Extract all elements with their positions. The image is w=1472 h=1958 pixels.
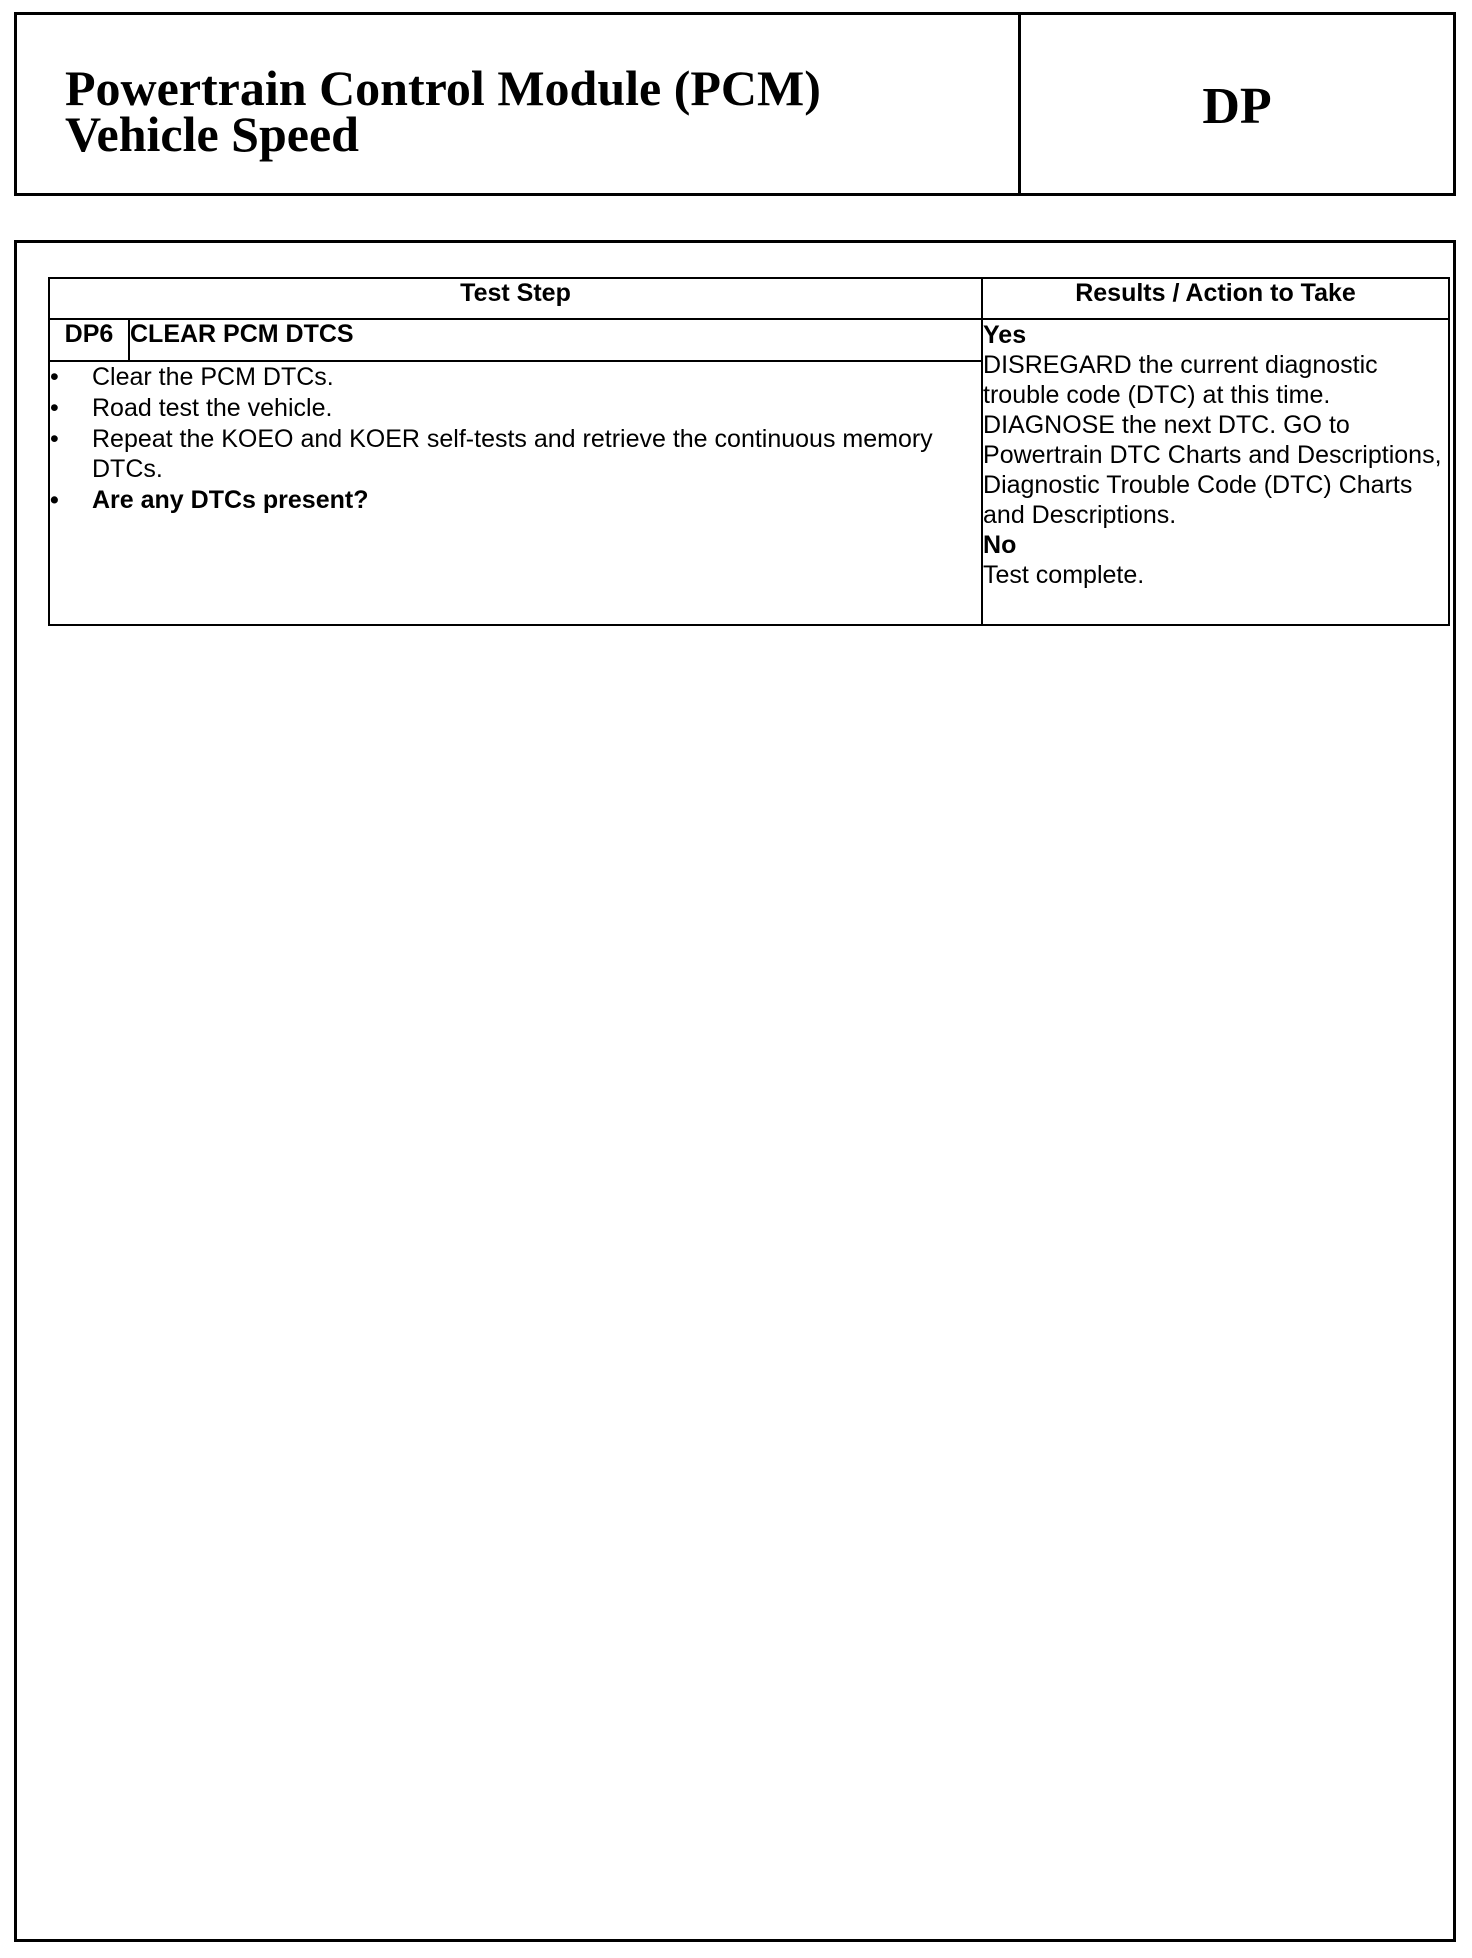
bullet-icon: •: [50, 486, 59, 514]
header-results: Results / Action to Take: [982, 278, 1449, 319]
list-item: [50, 424, 981, 484]
list-item-question: [50, 485, 981, 515]
step-title-row: [49, 319, 1449, 361]
page-title: Powertrain Control Module (PCM): [65, 60, 821, 116]
bullet-icon: •: [50, 363, 59, 391]
header-title-block: [17, 15, 1021, 193]
header-test-step: Test Step: [49, 278, 982, 319]
step-title: CLEAR PCM DTCS: [129, 319, 982, 361]
page-header: [14, 12, 1456, 196]
instruction-text: Clear the PCM DTCs.: [92, 363, 334, 391]
list-item: [50, 393, 981, 423]
results-cell: [982, 319, 1449, 625]
step-instructions: [50, 362, 981, 515]
yes-label: Yes: [983, 321, 1027, 349]
yes-action-text: DISREGARD the current diagnostic trouble code (DTC) at this time. DIAGNOSE the next DTC. GO to Powertrain DTC Charts and Descriptions, Diagnostic Trouble Code (DTC) Charts and Descriptions.: [983, 351, 1442, 529]
bullet-icon: •: [50, 425, 59, 453]
section-code: DP: [1202, 77, 1272, 135]
page-subtitle: Vehicle Speed: [65, 106, 359, 162]
table-header-row: [49, 278, 1449, 319]
question-text: Are any DTCs present?: [92, 486, 369, 514]
list-item: [50, 362, 981, 392]
step-body: [49, 361, 982, 625]
instruction-text: Repeat the KOEO and KOER self-tests and retrieve the continuous memory DTCs.: [92, 425, 933, 483]
no-action-text: Test complete.: [983, 561, 1145, 589]
instruction-text: Road test the vehicle.: [92, 394, 333, 422]
test-step-table: [48, 277, 1450, 626]
bullet-icon: •: [50, 394, 59, 422]
no-label: No: [983, 531, 1017, 559]
step-id: DP6: [49, 319, 129, 361]
